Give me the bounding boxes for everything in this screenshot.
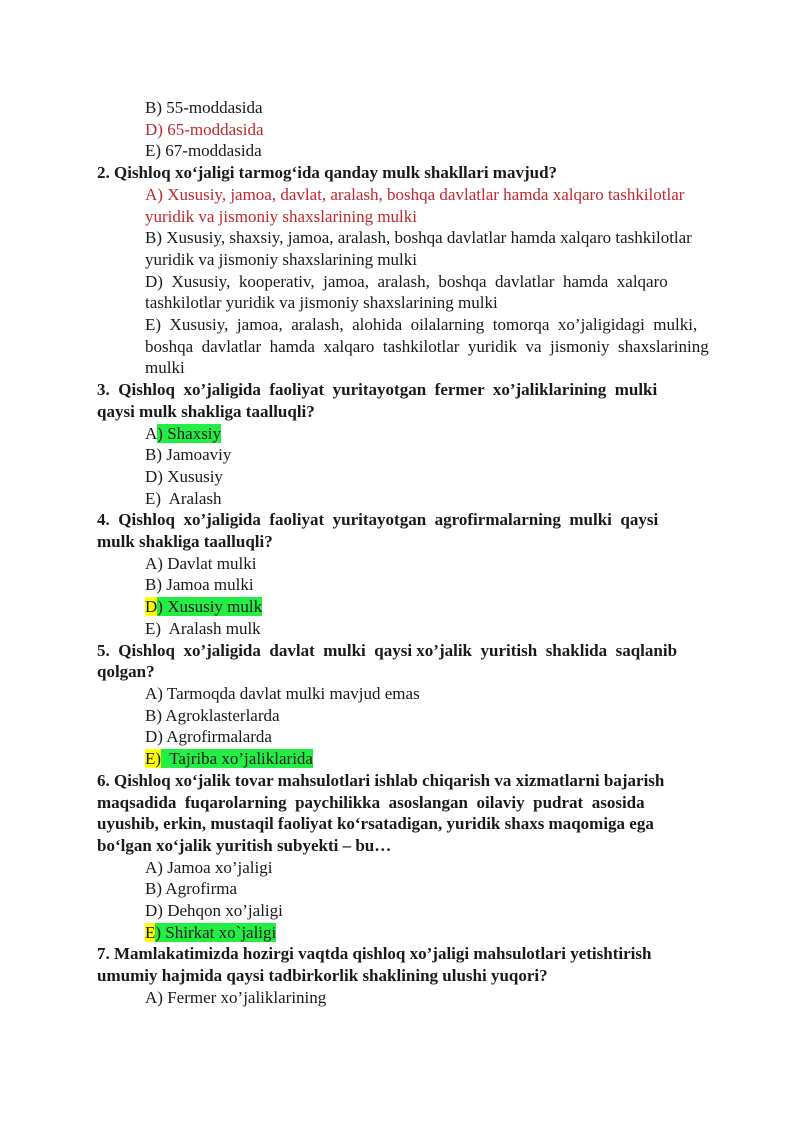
q6-option-e-correct (145, 922, 753, 944)
q7-question-line2: umumiy hajmida qaysi tadbirkorlik shaklining ulushi yuqori? (97, 966, 548, 986)
q6-option-e-prefix: E (145, 922, 156, 942)
q5-option-b: B) Agroklasterlarda (145, 705, 280, 725)
q2-option-e-line3: mulki (145, 358, 185, 378)
q4-option-e: E) Aralash mulk (145, 618, 261, 638)
q6-question-line4: bo‘lgan xo‘jalik yuritish subyekti – bu… (97, 835, 392, 855)
q5-option-a: A) Tarmoqda davlat mulki mavjud emas (145, 683, 420, 703)
q2-option-b-line1: B) Xususiy, shaxsiy, jamoa, aralash, boshqa davlatlar hamda xalqaro tashkilotlar (145, 228, 692, 248)
q5-question-line2: qolgan? (97, 662, 155, 682)
q2-option-d-line1: D) Xususiy, kooperativ, jamoa, aralash, boshqa davlatlar hamda xalqaro (145, 271, 668, 291)
q4-question-line2: mulk shakliga taalluqli? (97, 532, 273, 552)
q6-option-a: A) Jamoa xo’jaligi (145, 857, 273, 877)
q5-option-d: D) Agrofirmalarda (145, 727, 272, 747)
q2-option-a-line2: yuridik va jismoniy shaxslarining mulki (145, 206, 417, 226)
q5-option-e-highlight: Tajriba xo’jaliklarida (161, 749, 313, 769)
q2-question: 2. Qishloq xo‘jaligi tarmog‘ida qanday mulk shakllari mavjud? (97, 163, 558, 183)
q3-option-a-correct (145, 423, 753, 445)
q7-question-line1: 7. Mamlakatimizda hozirgi vaqtda qishloq xo’jaligi mahsulotlari yetishtirish (97, 944, 652, 964)
q6-option-d: D) Dehqon xo’jaligi (145, 901, 283, 921)
q1-option-d-correct: D) 65-moddasida (145, 119, 264, 139)
q2-option-d-line2: tashkilotlar yuridik va jismoniy shaxslarining mulki (145, 293, 498, 313)
q4-option-d-correct (145, 596, 753, 618)
q6-question-line1: 6. Qishloq xo‘jalik tovar mahsulotlari ishlab chiqarish va xizmatlarni bajarish (97, 770, 665, 790)
q2-option-b-line2: yuridik va jismoniy shaxslarining mulki (145, 249, 417, 269)
q4-option-a: A) Davlat mulki (145, 553, 257, 573)
q1-option-e: E) 67-moddasida (145, 141, 262, 161)
q6-question-line2: maqsadida fuqarolarning paychilikka asoslangan oilaviy pudrat asosida (97, 792, 645, 812)
q5-option-e-correct (145, 748, 753, 770)
q5-question-line1: 5. Qishloq xo’jaligida davlat mulki qaysi xo’jalik yuritish shaklida saqlanib (97, 640, 678, 660)
q4-option-d-highlight: ) Xususiy mulk (157, 597, 263, 617)
q6-question-line3: uyushib, erkin, mustaqil faoliyat ko‘rsatadigan, yuridik shaxs maqomiga ega (97, 814, 654, 834)
q4-option-b: B) Jamoa mulki (145, 575, 254, 595)
q2-option-e-line1: E) Xususiy, jamoa, aralash, alohida oilalarning tomorqa xo’jaligidagi mulki, (145, 315, 698, 335)
q7-option-a: A) Fermer xo’jaliklarining (145, 987, 327, 1007)
q3-option-a-prefix: A (145, 423, 158, 443)
q3-option-e: E) Aralash (145, 488, 222, 508)
q1-option-b: B) 55-moddasida (145, 98, 263, 117)
q4-question-line1: 4. Qishloq xo’jaligida faoliyat yuritayotgan agrofirmalarning mulki qaysi (97, 510, 659, 530)
q3-option-d: D) Xususiy (145, 466, 223, 486)
q5-option-e-prefix: E) (145, 749, 162, 769)
q2-option-a-line1: A) Xususiy, jamoa, davlat, aralash, boshqa davlatlar hamda xalqaro tashkilotlar (145, 184, 685, 204)
q3-question-line2: qaysi mulk shakliga taalluqli? (97, 401, 315, 421)
q3-question-line1: 3. Qishloq xo’jaligida faoliyat yuritayotgan fermer xo’jaliklarining mulki (97, 380, 658, 400)
q6-option-e-highlight: ) Shirkat xo`jaligi (155, 922, 277, 942)
q2-option-e-line2: boshqa davlatlar hamda xalqaro tashkilotlar yuridik va jismoniy shaxslarining (145, 336, 709, 356)
q6-option-b: B) Agrofirma (145, 879, 238, 899)
q3-option-a-highlight: ) Shaxsiy (157, 423, 222, 443)
quiz-content (97, 97, 753, 1009)
q4-option-d-prefix: D (145, 597, 158, 617)
q3-option-b: B) Jamoaviy (145, 445, 232, 465)
